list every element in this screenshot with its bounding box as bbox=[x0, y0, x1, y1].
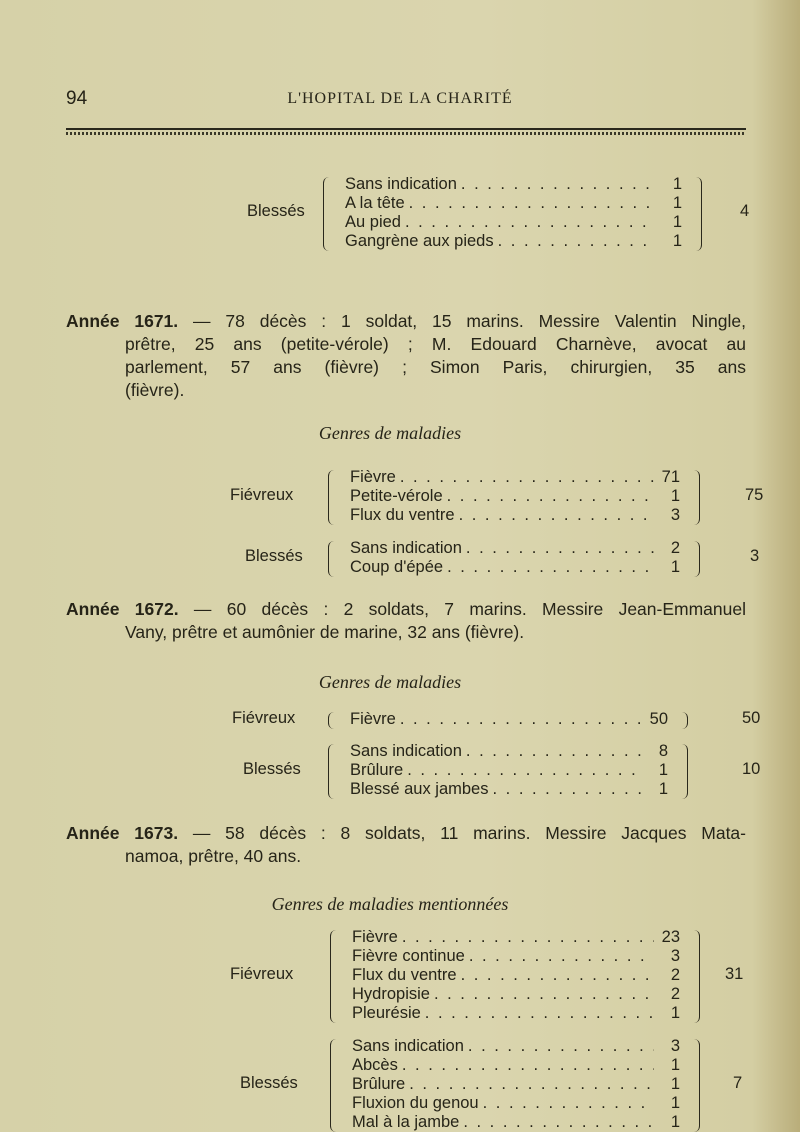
dot-leader bbox=[498, 232, 656, 251]
list-item bbox=[345, 194, 682, 213]
section-heading: Genres de maladies bbox=[318, 423, 462, 443]
item-name: Coup d'épée bbox=[350, 558, 444, 576]
item-name: Fièvre bbox=[350, 468, 396, 486]
item-count: 1 bbox=[670, 1056, 680, 1074]
group-total: 3 bbox=[750, 547, 760, 565]
item-name: Au pied bbox=[345, 213, 401, 231]
item-count: 1 bbox=[672, 232, 682, 250]
list-item bbox=[350, 710, 668, 729]
left-brace bbox=[330, 1039, 336, 1132]
item-count: 1 bbox=[672, 175, 682, 193]
item-name: Fièvre bbox=[350, 710, 396, 728]
list-item bbox=[345, 232, 682, 251]
group-blesses-1673 bbox=[0, 1037, 800, 1132]
list-item bbox=[350, 487, 680, 506]
paragraph-line: parlement, 57 ans (fièvre) ; Simon Paris, chirurgien, 35 ans bbox=[125, 357, 746, 377]
item-count: 1 bbox=[658, 780, 668, 798]
item-name: Fièvre continue bbox=[352, 947, 465, 965]
group-label: Blessés bbox=[245, 547, 303, 565]
section-heading: Genres de maladies mentionnées bbox=[271, 894, 509, 914]
list-item bbox=[345, 213, 682, 232]
dot-leader bbox=[409, 1075, 654, 1094]
list-item bbox=[352, 1056, 680, 1075]
dot-leader bbox=[463, 1113, 654, 1132]
item-name: Pleurésie bbox=[352, 1004, 421, 1022]
group-label: Blessés bbox=[240, 1073, 298, 1092]
right-brace bbox=[696, 177, 702, 251]
item-count: 1 bbox=[658, 761, 668, 779]
paragraph-line bbox=[66, 598, 746, 621]
list-item bbox=[350, 468, 680, 487]
dot-leader bbox=[466, 539, 654, 558]
paragraph-line bbox=[66, 310, 746, 333]
item-name: Hydropisie bbox=[352, 985, 430, 1003]
dot-leader bbox=[405, 213, 656, 232]
dot-leader bbox=[469, 947, 654, 966]
list-item bbox=[350, 742, 668, 761]
item-name: Abcès bbox=[352, 1056, 398, 1074]
line-text: — 78 décès : 1 soldat, 15 marins. Messire Valentin Ningle, bbox=[193, 311, 746, 331]
line-text: — 60 décès : 2 soldats, 7 marins. Messire Jean-Emmanuel bbox=[193, 599, 746, 619]
item-count: 2 bbox=[670, 539, 680, 557]
list-item bbox=[350, 539, 680, 558]
list-item bbox=[350, 761, 668, 780]
item-count: 1 bbox=[672, 194, 682, 212]
dot-leader bbox=[402, 1056, 654, 1075]
line-text: — 58 décès : 8 soldats, 11 marins. Messire Jacques Mata- bbox=[192, 823, 746, 843]
group-label: Blessés bbox=[247, 202, 305, 220]
item-name: A la tête bbox=[345, 194, 405, 212]
dot-leader bbox=[461, 175, 656, 194]
group-total: 75 bbox=[745, 485, 764, 504]
item-name: Flux du ventre bbox=[350, 506, 455, 524]
left-brace bbox=[328, 712, 334, 729]
item-name: Sans indication bbox=[345, 175, 457, 193]
dot-leader bbox=[483, 1094, 654, 1113]
dot-leader bbox=[434, 985, 654, 1004]
header-rule bbox=[66, 128, 746, 136]
left-brace bbox=[328, 744, 334, 799]
group-total: 4 bbox=[740, 202, 750, 220]
dot-leader bbox=[407, 761, 642, 780]
dot-leader bbox=[461, 966, 654, 985]
right-brace bbox=[694, 470, 700, 525]
list-item bbox=[352, 928, 680, 947]
section-heading: Genres de maladies bbox=[318, 672, 462, 692]
list-item bbox=[352, 1075, 680, 1094]
list-item bbox=[350, 558, 680, 577]
item-count: 1 bbox=[670, 487, 680, 505]
group-label: Fiévreux bbox=[232, 708, 296, 727]
year-label: Année 1673. bbox=[66, 823, 179, 843]
list-item bbox=[350, 780, 668, 799]
item-name: Sans indication bbox=[352, 1037, 464, 1055]
item-count: 50 bbox=[649, 710, 668, 728]
group-total: 50 bbox=[742, 708, 761, 727]
item-name: Blessé aux jambes bbox=[350, 780, 489, 798]
page-number: 94 bbox=[66, 88, 88, 109]
left-brace bbox=[323, 177, 329, 251]
right-brace bbox=[682, 744, 688, 799]
paragraph-1673 bbox=[66, 822, 746, 868]
year-label: Année 1672. bbox=[66, 599, 179, 619]
right-brace bbox=[682, 712, 688, 729]
item-count: 3 bbox=[670, 506, 680, 524]
group-fievreux-1671 bbox=[0, 468, 800, 525]
list-item bbox=[352, 1037, 680, 1056]
item-name: Flux du ventre bbox=[352, 966, 457, 984]
item-count: 3 bbox=[670, 947, 680, 965]
item-count: 1 bbox=[670, 1094, 680, 1112]
list-item bbox=[352, 1113, 680, 1132]
item-count: 1 bbox=[670, 1075, 680, 1093]
dot-leader bbox=[468, 1037, 654, 1056]
dot-leader bbox=[447, 558, 654, 577]
item-count: 8 bbox=[658, 742, 668, 760]
paragraph-1672 bbox=[66, 598, 746, 644]
list-item bbox=[352, 1004, 680, 1023]
left-brace bbox=[328, 470, 334, 525]
list-item bbox=[352, 966, 680, 985]
group-total: 31 bbox=[725, 964, 744, 983]
item-count: 2 bbox=[670, 966, 680, 984]
dot-leader bbox=[466, 742, 642, 761]
item-name: Sans indication bbox=[350, 539, 462, 557]
list-item bbox=[352, 1094, 680, 1113]
item-count: 71 bbox=[661, 468, 680, 486]
paragraph-line: Vany, prêtre et aumônier de marine, 32 ans (fièvre). bbox=[125, 622, 525, 642]
item-count: 3 bbox=[670, 1037, 680, 1055]
dot-leader bbox=[425, 1004, 654, 1023]
item-count: 1 bbox=[672, 213, 682, 231]
group-blesses-1672 bbox=[0, 742, 800, 799]
right-brace bbox=[694, 1039, 700, 1132]
paragraph-line: prêtre, 25 ans (petite-vérole) ; M. Edouard Charnève, avocat au bbox=[125, 334, 746, 354]
list-item bbox=[350, 506, 680, 525]
group-label: Blessés bbox=[243, 759, 301, 778]
left-brace bbox=[328, 541, 334, 577]
dot-leader bbox=[402, 928, 654, 947]
item-name: Gangrène aux pieds bbox=[345, 232, 494, 250]
dot-leader bbox=[409, 194, 656, 213]
item-count: 23 bbox=[661, 928, 680, 946]
item-name: Petite-vérole bbox=[350, 487, 443, 505]
item-count: 1 bbox=[670, 1113, 680, 1131]
list-item bbox=[345, 175, 682, 194]
dot-leader bbox=[400, 710, 642, 729]
dot-leader bbox=[493, 780, 643, 799]
dot-leader bbox=[400, 468, 654, 487]
item-name: Brûlure bbox=[352, 1075, 406, 1093]
paragraph-1671 bbox=[66, 310, 746, 402]
item-name: Fluxion du genou bbox=[352, 1094, 479, 1112]
right-brace bbox=[694, 541, 700, 577]
list-item bbox=[352, 947, 680, 966]
paragraph-line: namoa, prêtre, 40 ans. bbox=[125, 846, 302, 866]
dot-leader bbox=[447, 487, 654, 506]
paragraph-line: (fièvre). bbox=[125, 380, 185, 400]
group-total: 10 bbox=[742, 759, 761, 778]
item-count: 1 bbox=[670, 1004, 680, 1022]
item-count: 1 bbox=[670, 558, 680, 576]
paragraph-line bbox=[66, 822, 746, 845]
running-title: L'HOPITAL DE LA CHARITÉ bbox=[287, 90, 513, 107]
year-label: Année 1671. bbox=[66, 311, 179, 331]
list-item bbox=[352, 985, 680, 1004]
item-count: 2 bbox=[670, 985, 680, 1003]
right-brace bbox=[694, 930, 700, 1023]
group-label: Fiévreux bbox=[230, 964, 294, 983]
item-name: Fièvre bbox=[352, 928, 398, 946]
group-blesses-top bbox=[0, 175, 800, 251]
item-name: Sans indication bbox=[350, 742, 462, 760]
dot-leader bbox=[459, 506, 654, 525]
item-name: Brûlure bbox=[350, 761, 404, 779]
group-blesses-1671 bbox=[0, 539, 800, 577]
left-brace bbox=[330, 930, 336, 1023]
group-fievreux-1672 bbox=[0, 710, 800, 729]
group-fievreux-1673 bbox=[0, 928, 800, 1023]
item-name: Mal à la jambe bbox=[352, 1113, 460, 1131]
group-label: Fiévreux bbox=[230, 485, 294, 504]
group-total: 7 bbox=[733, 1073, 743, 1092]
